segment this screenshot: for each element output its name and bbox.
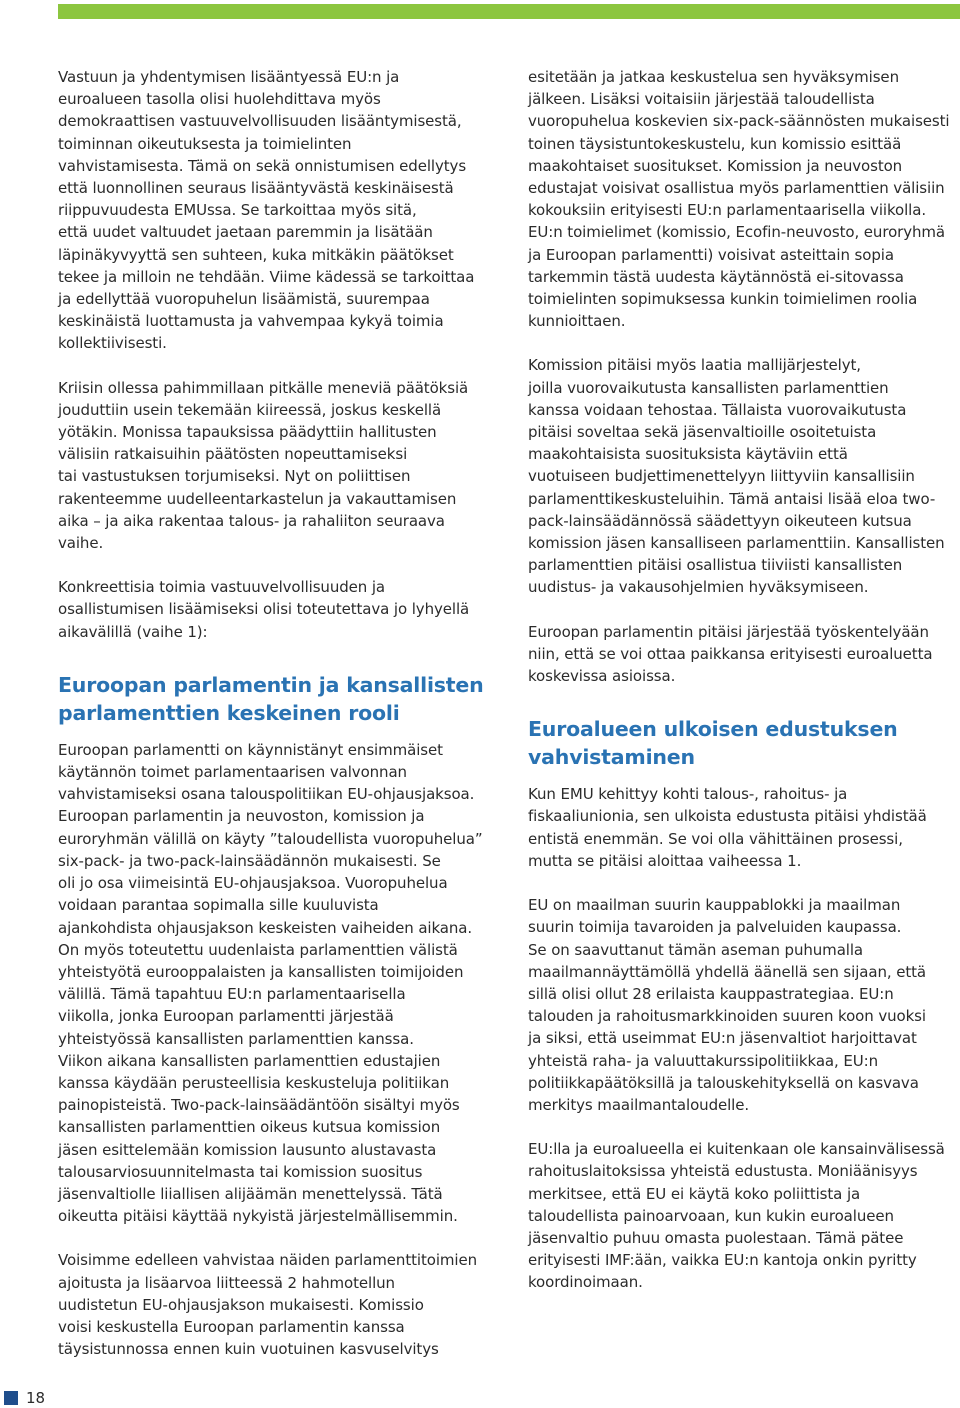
section-heading-external-representation: Euroalueen ulkoisen edustuksen vahvistaminen <box>528 717 898 770</box>
page-number: 18 <box>26 1389 46 1407</box>
top-accent-bar <box>58 4 960 19</box>
left-paragraph-4: Euroopan parlamentti on käynnistänyt ensimmäiset käytännön toimet parlamentaarisen valvonnan vahvistamiseksi osana talouspolitiikan EU-ohjausjaksoa. Euroopan parlamentin ja neuvoston, komission ja euroryhmän välillä on käyty ”taloudellista vuoropuhelua” six-pack- ja two-pack-lainsäädännön mukaisesti. Se oli jo osa viimeisintä EU-ohjausjaksoa. Vuoropuhelua voidaan parantaa sopimalla sille kuuluvista ajankohdista ohjausjakson keskeisten vaiheiden aikana. On myös toteutettu uudenlaista parlamenttien välistä yhteistyötä eurooppalaisten ja kansallisten toimijoiden välillä. Tämä tapahtuu EU:n parlamentaarisella viikolla, jonka Euroopan parlamentti järjestää yhteistyössä kansallisten parlamenttien kanssa. Viikon aikana kansallisten parlamenttien edustajien kanssa käydään perusteellisia keskusteluja politiikan painopisteistä. Two-pack-lainsäädäntöön sisältyi myös kansallisten parlamenttien oikeus kutsua komission jäsen esittelemään komission lausunto alustavasta talousarviosuunnitelmasta tai komission suositus jäsenvaltiolle liiallisen alijäämän menettelyssä. Tätä oikeutta pitäisi käyttää nykyistä järjestelmällisemmin. <box>58 740 483 1226</box>
right-paragraph-5: EU on maailman suurin kauppablokki ja maailman suurin toimija tavaroiden ja palveluiden kaupassa. Se on saavuttanut tämän aseman puhumalla maailmannäyttämöllä yhdellä äänellä sen sijaan, että sillä olisi ollut 28 erilaista kauppastrategiaa. EU:n talouden ja rahoitusmarkkinoiden suuren koon vuoksi ja siksi, että useimmat EU:n jäsenvaltiot harjoittavat yhteistä raha- ja valuuttakurssipolitiikkaa, EU:n politiikkapäätöksillä ja talouskehityksellä on kasvava merkitys maailmantaloudelle. <box>528 896 926 1114</box>
left-paragraph-1: Vastuun ja yhdentymisen lisääntyessä EU:n ja euroalueen tasolla olisi huolehdittava myös demokraattisen vastuuvelvollisuuden lisääntymisestä, toiminnan oikeutuksesta ja toimielinten vahvistamisesta. Tämä on sekä onnistumisen edellytys että luonnollinen seuraus lisääntyvästä keskinäisestä riippuvuudesta EMUssa. Se tarkoittaa myös sitä, että uudet valtuudet jaetaan paremmin ja lisätään läpinäkyvyyttä sen suhteen, kuka mitkäkin päätökset tekee ja milloin ne tehdään. Viime kädessä se tarkoittaa ja edellyttää vuoropuhelun lisäämistä, suurempaa keskinäistä luottamusta ja vahvempaa kykyä toimia kollektiivisesti. <box>58 68 475 353</box>
left-paragraph-5: Voisimme edelleen vahvistaa näiden parlamenttitoimien ajoitusta ja lisäarvoa liitteessä 2 hahmotellun uudistetun EU-ohjausjakson mukaisesti. Komissio voisi keskustella Euroopan parlamentin kanssa täysistunnossa ennen kuin vuotuinen kasvuselvitys <box>58 1251 478 1359</box>
right-paragraph-3: Euroopan parlamentin pitäisi järjestää työskentelyään niin, että se voi ottaa paikkansa erityisesti euroaluetta koskevissa asioissa. <box>528 622 933 686</box>
page-marker-square-icon <box>4 1391 18 1405</box>
right-paragraph-1: esitetään ja jatkaa keskustelua sen hyväksymisen jälkeen. Lisäksi voitaisiin järjestää taloudellista vuoropuhelua koskevien six-pack-säännösten mukaisesti toinen täysistuntokeskustelu, kun komissio esittää maakohtaiset suositukset. Komission ja neuvoston edustajat voisivat osallistua myös parlamenttien välisiin kokouksiin erityisesti EU:n parlamentaarisella viikolla. EU:n toimielimet (komissio, Ecofin-neuvosto, euroryhmä ja Euroopan parlamentti) voisivat asteittain sopia tarkemmin tästä uudesta käytännöstä ei-sitovassa toimielinten sopimuksessa kunkin toimielimen roolia kunnioittaen. <box>528 68 950 331</box>
right-column <box>528 66 960 1294</box>
left-paragraph-2: Kriisin ollessa pahimmillaan pitkälle meneviä päätöksiä jouduttiin usein tekemään kiireessä, joskus keskellä yötäkin. Monissa tapauksissa päädyttiin hallitusten välisiin ratkaisuihin päätösten nopeuttamiseksi tai vastustuksen torjumiseksi. Nyt on poliittisen rakenteemme uudelleentarkastelun ja vakauttamisen aika – ja aika rakentaa talous- ja rahaliiton seuraava vaihe. <box>58 378 469 553</box>
left-paragraph-3: Konkreettisia toimia vastuuvelvollisuuden ja osallistumisen lisäämiseksi olisi toteutettava jo lyhyellä aikavälillä (vaihe 1): <box>58 578 470 641</box>
left-column <box>58 66 498 1360</box>
right-paragraph-4: Kun EMU kehittyy kohti talous-, rahoitus- ja fiskaaliunionia, sen ulkoista edustusta pitäisi yhdistää entistä enemmän. Se voi olla vähittäinen prosessi, mutta se pitäisi aloittaa vaiheessa 1. <box>528 785 927 870</box>
section-heading-parliaments: Euroopan parlamentin ja kansallisten parlamenttien keskeinen rooli <box>58 672 484 725</box>
right-paragraph-6: EU:lla ja euroalueella ei kuitenkaan ole kansainvälisessä rahoituslaitoksissa yhteistä edustusta. Moniäänisyys merkitsee, että EU ei käytä koko poliittista ja taloudellista painoarvoaan, kun kukin euroalueen jäsenvaltio puhuu omasta puolestaan. Tämä pätee erityisesti IMF:ään, vaikka EU:n kantoja onkin pyritty koordinoimaan. <box>528 1140 945 1292</box>
page-footer <box>0 1388 45 1408</box>
right-paragraph-2: Komission pitäisi myös laatia mallijärjestelyt, joilla vuorovaikutusta kansallisten parlamenttien kanssa voidaan tehostaa. Tällaista vuorovaikutusta pitäisi soveltaa sekä jäsenvaltioille osoitetuista maakohtaisista suosituksista käytäviin että vuotuiseen budjettimenettelyyn liittyviin kansallisiin parlamenttikeskusteluihin. Tämä antaisi lisää eloa two- pack-lainsäädännössä säädettyyn oikeuteen kutsua komission jäsen kansalliseen parlamenttiin. Kansallisten parlamenttien pitäisi osallistua tiiviisti kansallisten uudistus- ja vakausohjelmien hyväksymiseen. <box>528 356 945 597</box>
